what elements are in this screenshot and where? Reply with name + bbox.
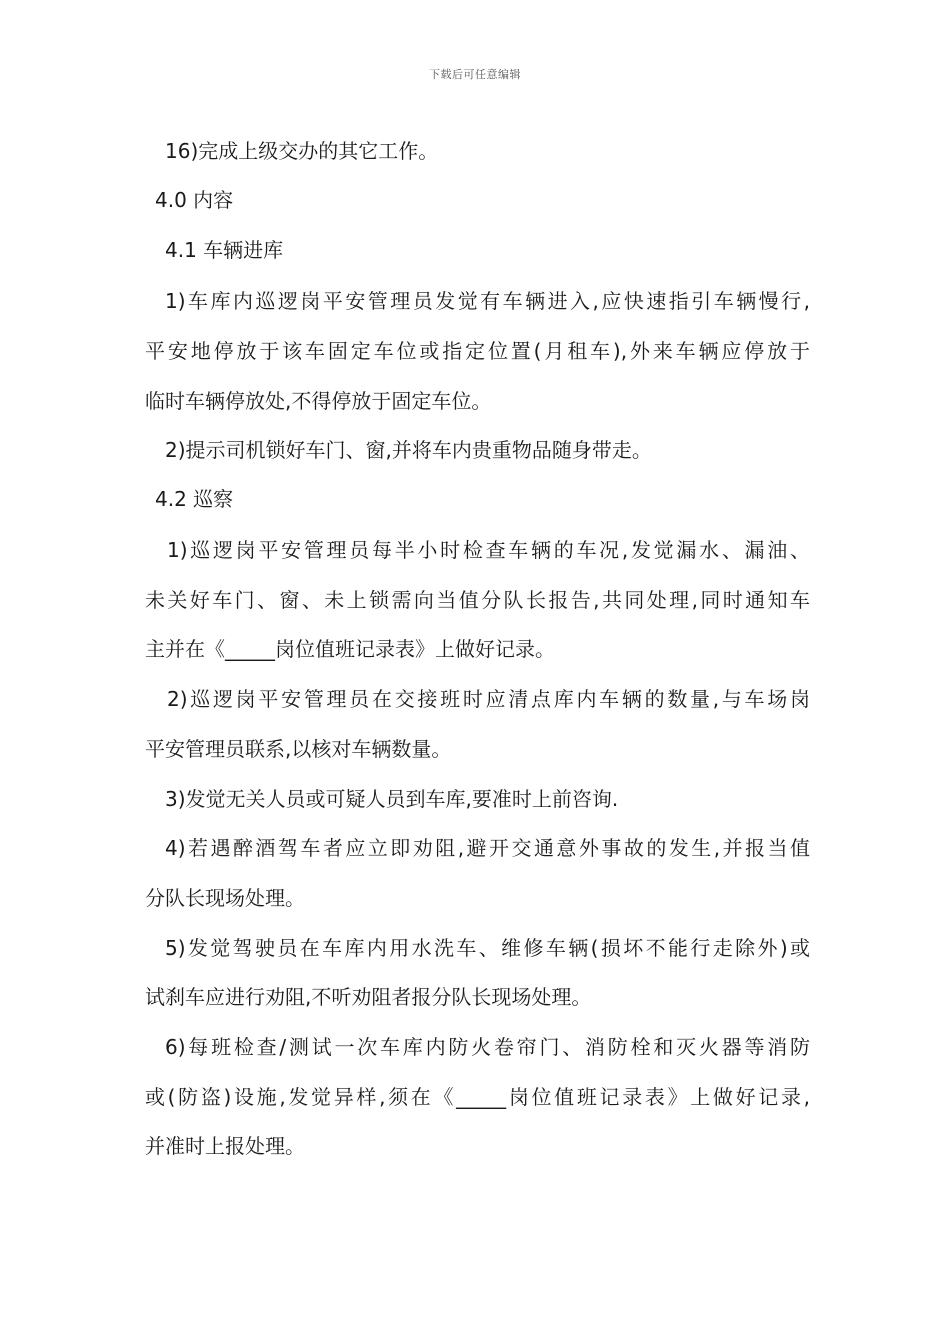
text-line: 未关好车门、窗、未上锁需向当值分队长报告,共同处理,同时通知车 (145, 588, 810, 612)
text-line: 5)发觉驾驶员在车库内用水洗车、维修车辆(损坏不能行走除外)或 (165, 936, 810, 960)
text-line: 4.0 内容 (155, 188, 234, 212)
text-line: 16)完成上级交办的其它工作。 (165, 139, 439, 163)
text-line: 2)提示司机锁好车门、窗,并将车内贵重物品随身带走。 (165, 438, 652, 462)
text-line: 平安地停放于该车固定车位或指定位置(月租车),外来车辆应停放于 (145, 339, 810, 363)
text-line: 2)巡逻岗平安管理员在交接班时应清点库内车辆的数量,与车场岗 (167, 687, 810, 711)
text-line: 4.1 车辆进库 (165, 238, 284, 262)
text-line: 3)发觉无关人员或可疑人员到车库,要准时上前咨询. (165, 787, 619, 811)
text-line: 4)若遇醉酒驾车者应立即劝阻,避开交通意外事故的发生,并报当值 (165, 836, 810, 860)
text-line: 分队长现场处理。 (145, 886, 305, 910)
text-line: 平安管理员联系,以核对车辆数量。 (145, 737, 452, 761)
text-line: 1)车库内巡逻岗平安管理员发觉有车辆进入,应快速指引车辆慢行, (165, 289, 810, 313)
text-line: 主并在《_____岗位值班记录表》上做好记录。 (145, 637, 555, 661)
text-line: 或(防盗)设施,发觉异样,须在《_____岗位值班记录表》上做好记录, (145, 1085, 810, 1109)
text-line: 1)巡逻岗平安管理员每半小时检查车辆的车况,发觉漏水、漏油、 (167, 538, 810, 562)
text-line: 并准时上报处理。 (145, 1134, 305, 1158)
text-line: 6)每班检查/测试一次车库内防火卷帘门、消防栓和灭火器等消防 (165, 1035, 810, 1059)
text-line: 4.2 巡察 (155, 487, 234, 511)
page-header-note: 下载后可任意编辑 (429, 68, 521, 81)
text-line: 试刹车应进行劝阻,不听劝阻者报分队长现场处理。 (145, 985, 592, 1009)
text-line: 临时车辆停放处,不得停放于固定车位。 (145, 389, 492, 413)
